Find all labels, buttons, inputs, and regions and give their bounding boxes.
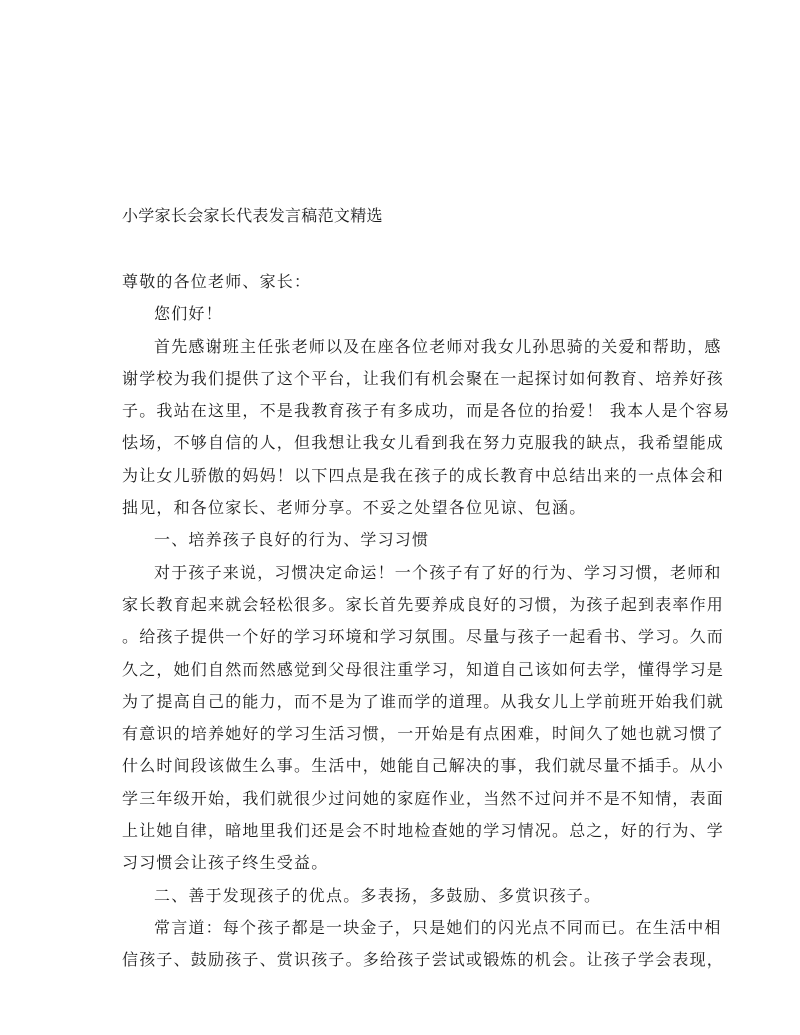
paragraph-line: 信孩子、鼓励孩子、赏识孩子。多给孩子尝试或锻炼的机会。让孩子学会表现，	[122, 950, 725, 970]
paragraph-line: 家长教育起来就会轻松很多。家长首先要养成良好的习惯，为孩子起到表率作用	[122, 594, 725, 614]
document-body	[122, 266, 731, 977]
salutation-line: 尊敬的各位老师、家长：	[122, 272, 312, 291]
paragraph-line: 有意识的培养她好的学习生活习惯，一开始是有点困难，时间久了她也就习惯了	[122, 724, 725, 744]
paragraph-line: 谢学校为我们提供了这个平台，让我们有机会聚在一起探讨如何教育、培养好孩	[122, 368, 725, 388]
paragraph-line: 怯场，不够自信的人，但我想让我女儿看到我在努力克服我的缺点，我希望能成	[122, 433, 725, 453]
paragraph-line: 为了提高自己的能力，而不是为了谁而学的道理。从我女儿上学前班开始我们就	[122, 691, 725, 711]
paragraph-line: 久之，她们自然而然感觉到父母很注重学习，知道自己该如何去学，懂得学习是	[122, 659, 725, 679]
paragraph-line: 学三年级开始，我们就很少过问她的家庭作业，当然不过问并不是不知情，表面	[122, 788, 725, 808]
paragraph-line: 。给孩子提供一个好的学习环境和学习氛围。尽量与孩子一起看书、学习。久而	[122, 627, 725, 647]
paragraph-line: 常言道：每个孩子都是一块金子，只是她们的闪光点不同而已。在生活中相	[154, 917, 722, 937]
paragraph-line: 子。我站在这里，不是我教育孩子有多成功，而是各位的抬爱！ 我本人是个容易	[122, 401, 731, 421]
paragraph-line: 习习惯会让孩子终生受益。	[122, 853, 329, 873]
paragraph-line: 拙见，和各位家长、老师分享。不妥之处望各位见谅、包涵。	[122, 498, 587, 518]
paragraph-line: 首先感谢班主任张老师以及在座各位老师对我女儿孙思骑的关爱和帮助，感	[154, 336, 722, 356]
paragraph-line: 为让女儿骄傲的妈妈！以下四点是我在孩子的成长教育中总结出来的一点体会和	[122, 465, 725, 485]
document-title: 小学家长会家长代表发言稿范文精选	[122, 206, 383, 225]
greeting-line: 您们好！	[154, 304, 223, 324]
section-heading: 二、善于发现孩子的优点。多表扬，多鼓励、多赏识孩子。	[154, 885, 602, 905]
paragraph-line: 上让她自律，暗地里我们还是会不时地检查她的学习情况。总之，好的行为、学	[122, 821, 725, 841]
paragraph-line: 对于孩子来说，习惯决定命运！一个孩子有了好的行为、学习习惯，老师和	[154, 562, 722, 582]
section-heading: 一、培养孩子良好的行为、学习习惯	[154, 530, 430, 550]
paragraph-line: 什么时间段该做生么事。生活中，她能自己解决的事，我们就尽量不插手。从小	[122, 756, 725, 776]
